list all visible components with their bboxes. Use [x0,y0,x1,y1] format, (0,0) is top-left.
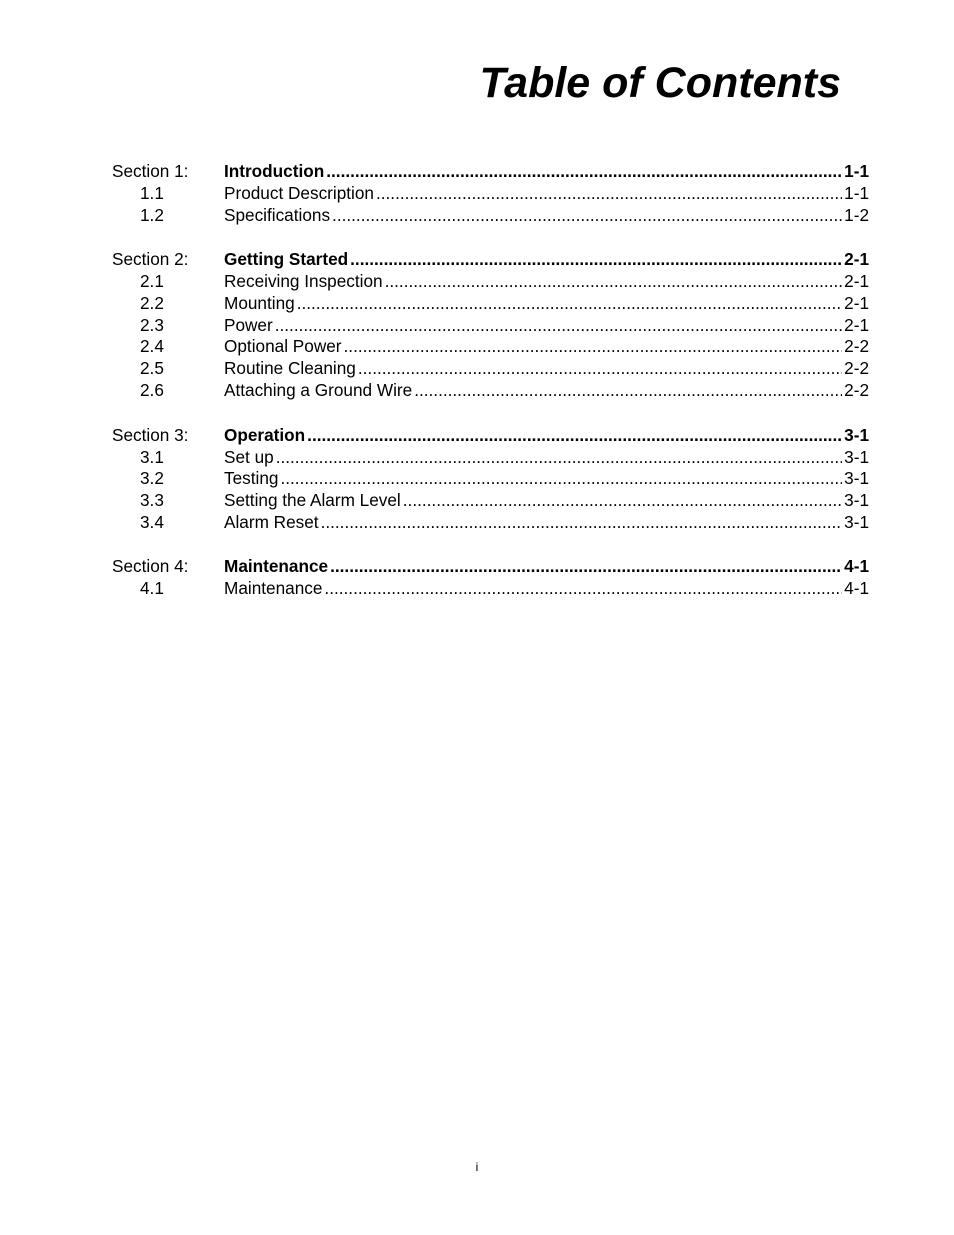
dot-leader [326,160,842,183]
entry-number: 2.5 [140,358,164,379]
entry-number: 2.2 [140,293,164,314]
page-ref: 2-1 [844,293,869,314]
entry-title: Maintenance [224,578,323,599]
dot-leader [297,293,842,315]
page-ref: 3-1 [844,424,869,445]
entry-number: 2.6 [140,379,164,400]
page-ref: 2-1 [844,249,869,270]
page-title: Table of Contents [479,59,841,107]
page-ref: 2-1 [844,271,869,292]
toc-section-3 [112,424,869,534]
page-ref: 3-1 [844,446,869,467]
dot-leader [321,512,843,534]
toc-entry[interactable] [112,490,869,512]
entry-title: Set up [224,446,274,467]
dot-leader [385,271,843,293]
entry-title: Mounting [224,293,295,314]
dot-leader [276,447,842,469]
toc-entry[interactable] [112,380,869,402]
dot-leader [332,205,842,227]
page-ref: 2-2 [844,379,869,400]
dot-leader [330,555,842,578]
section-number: Section 4: [112,556,189,577]
section-number: Section 2: [112,249,189,270]
section-number: Section 1: [112,161,189,181]
page-ref: 2-2 [844,336,869,357]
toc-section-1 [112,160,869,226]
toc-entry[interactable] [112,315,869,337]
entry-title: Optional Power [224,336,342,357]
page-ref: 4-1 [844,578,869,599]
toc-section-heading[interactable] [112,555,869,578]
page-ref: 1-1 [844,161,869,181]
entry-title: Receiving Inspection [224,271,383,292]
page-number: i [475,1160,479,1174]
section-number: Section 3: [112,424,189,445]
dot-leader [376,183,842,205]
toc-entry[interactable] [112,512,869,534]
entry-title: Product Description [224,183,374,203]
entry-number: 1.2 [140,204,164,225]
dot-leader [350,248,842,271]
section-title: Operation [224,424,306,445]
page-ref: 2-1 [844,314,869,335]
toc-entry[interactable] [112,183,869,205]
entry-number: 2.3 [140,314,164,335]
entry-title: Setting the Alarm Level [224,489,401,510]
entry-number: 3.3 [140,489,164,510]
page-ref: 1-2 [844,204,869,225]
section-title: Getting Started [224,249,349,270]
toc-entry[interactable] [112,468,869,490]
dot-leader [344,336,843,358]
toc-entry[interactable] [112,336,869,358]
entry-number: 2.1 [140,271,164,292]
toc-section-2 [112,248,869,401]
entry-number: 1.1 [140,183,164,203]
dot-leader [275,315,842,337]
page-ref: 3-1 [844,489,869,510]
toc-section-heading[interactable] [112,248,869,271]
dot-leader [358,358,842,380]
toc-entry[interactable] [112,271,869,293]
toc-entry[interactable] [112,578,869,600]
dot-leader [403,490,842,512]
dot-leader [414,380,842,402]
entry-title: Alarm Reset [224,511,319,532]
toc-entry[interactable] [112,293,869,315]
entry-title: Routine Cleaning [224,358,356,379]
entry-number: 4.1 [140,578,164,599]
dot-leader [324,578,842,600]
entry-title: Attaching a Ground Wire [224,379,413,400]
entry-title: Specifications [224,204,331,225]
entry-number: 3.1 [140,446,164,467]
toc-entry[interactable] [112,447,869,469]
table-of-contents [112,160,869,622]
entry-title: Testing [224,468,279,489]
page-ref: 3-1 [844,468,869,489]
dot-leader [307,424,842,447]
section-title: Maintenance [224,556,329,577]
toc-section-4 [112,555,869,600]
page-ref: 4-1 [844,556,869,577]
page-ref: 2-2 [844,358,869,379]
page-ref: 1-1 [844,183,869,203]
dot-leader [280,468,842,490]
toc-entry[interactable] [112,205,869,227]
entry-number: 2.4 [140,336,164,357]
toc-section-heading[interactable] [112,424,869,447]
toc-section-heading[interactable] [112,160,869,183]
entry-number: 3.4 [140,511,164,532]
entry-title: Power [224,314,273,335]
section-title: Introduction [224,161,325,181]
toc-entry[interactable] [112,358,869,380]
entry-number: 3.2 [140,468,164,489]
page-ref: 3-1 [844,511,869,532]
